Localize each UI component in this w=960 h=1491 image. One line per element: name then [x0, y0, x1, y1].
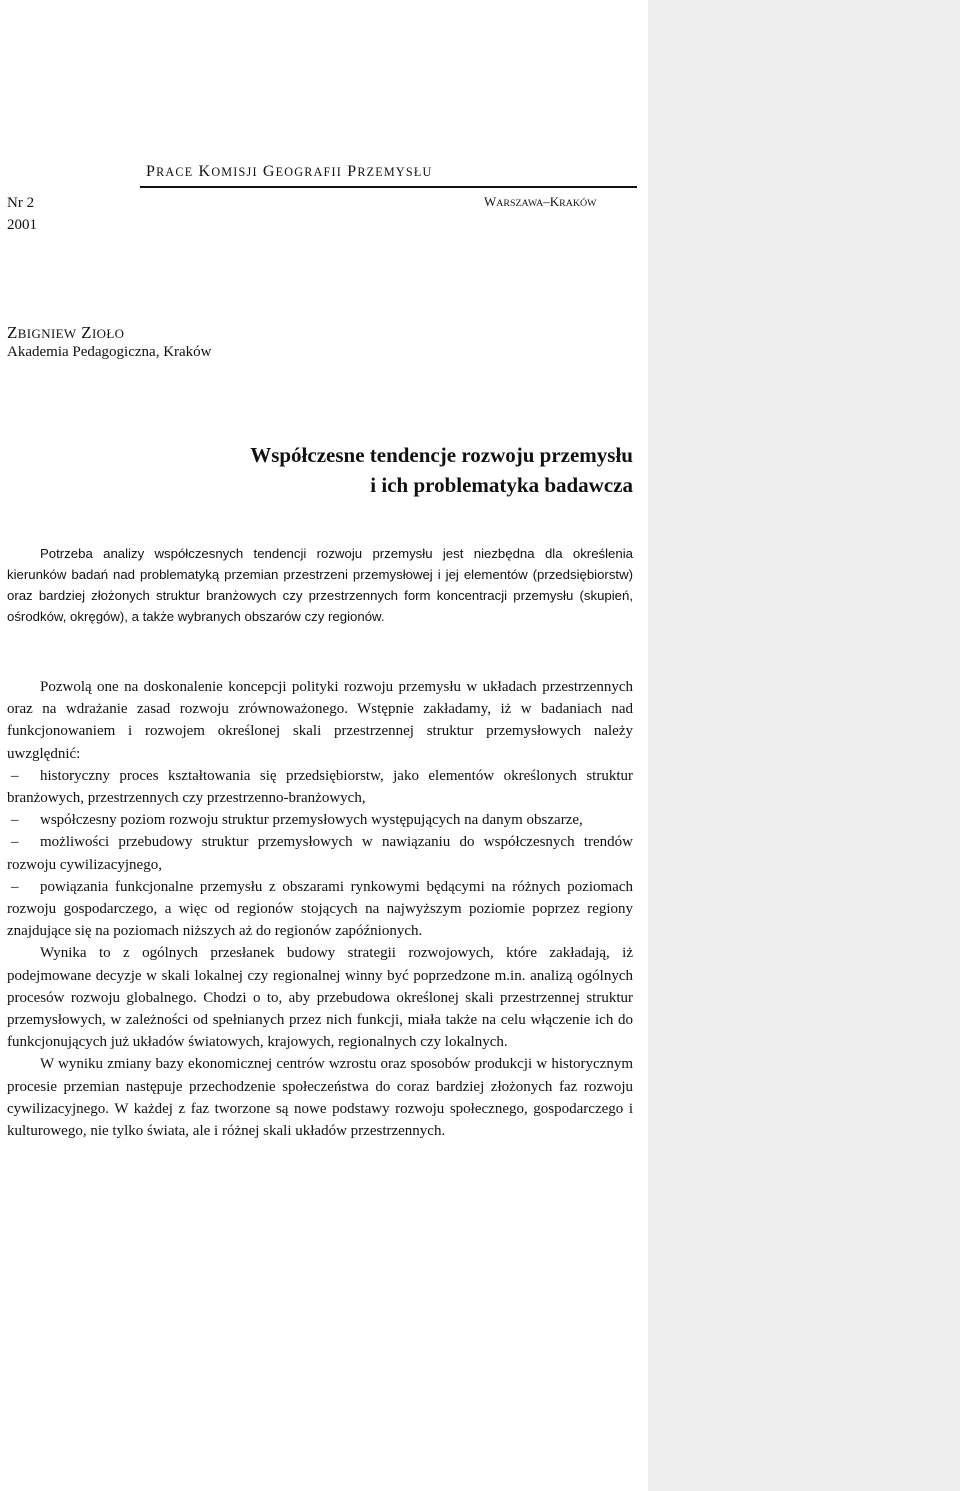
- list-dash: –: [11, 767, 19, 784]
- body-paragraph-2: Wynika to z ogólnych przesłanek budowy strategii rozwojowych, które zakładają, iż podejmowane decyzje w skali lokalnej czy regionalnej winny być poprzedzone m.in. analizą ogólnych procesów rozwoju globalnego. Chodzi o to, aby przebudowa określonej skali przestrzennej struktur przemysłowych, w zależności od spełnianych przez nich funkcji, miała także na celu włączenie ich do funkcjonujących już układów światowych, krajowych, regionalnych czy lokalnych.: [7, 945, 633, 1051]
- abstract-text: Potrzeba analizy współczesnych tendencji rozwoju przemysłu jest niezbędna dla określenia kierunków badań nad problematyką przemian przestrzeni przemysłowej i jej elementów (przedsiębiorstw) oraz bardziej złożonych struktur branżowych czy przestrzennych form koncentracji przemysłu (skupień, ośrodków, okręgów), a także wybranych obszarów czy regionów.: [7, 546, 633, 624]
- list-item-text: możliwości przebudowy struktur przemysłowych w nawiązaniu do współczesnych trendów rozwoju cywilizacyjnego,: [7, 834, 633, 873]
- list-item: [7, 876, 633, 943]
- article-body: [7, 676, 633, 1142]
- body-paragraph-1: Pozwolą one na doskonalenie koncepcji polityki rozwoju przemysłu w układach przestrzennych oraz na wdrażanie zasad rozwoju zrównoważonego. Wstępnie zakładamy, iż w badaniach nad funkcjonowaniem i rozwojem określonej skali przestrzennej struktur przemysłowych należy uwzględnić:: [7, 679, 633, 762]
- list-item-text: współczesny poziom rozwoju struktur przemysłowych występujących na danym obszarze,: [40, 812, 583, 829]
- list-item: [7, 765, 633, 809]
- list-item: [7, 809, 633, 831]
- article-title-line1: Współczesne tendencje rozwoju przemysłu: [250, 443, 633, 467]
- body-paragraph-3: W wyniku zmiany bazy ekonomicznej centrów wzrostu oraz sposobów produkcji w historycznym procesie przemian następuje przechodzenie społeczeństwa do coraz bardziej złożonych faz rozwoju cywilizacyjnego. W każdej z faz tworzone są nowe podstawy rozwoju społecznego, gospodarczego i kulturowego, nie tylko świata, ale i różnej skali układów przestrzennych.: [7, 1056, 633, 1140]
- header-rule: [140, 186, 637, 188]
- issue-number: Nr 2: [7, 195, 35, 211]
- author-name: ZBIGNIEW ZIOŁO: [7, 323, 125, 342]
- page-margin-band: [648, 0, 960, 1491]
- abstract: [7, 543, 633, 627]
- article-title-line2: i ich problematyka badawcza: [370, 473, 633, 497]
- journal-title: PRACE KOMISJI GEOGRAFII PRZEMYSŁU: [146, 163, 433, 180]
- list-dash: –: [11, 878, 19, 895]
- article-title: [100, 440, 633, 500]
- author-affiliation: Akademia Pedagogiczna, Kraków: [7, 344, 212, 360]
- list-item-text: powiązania funkcjonalne przemysłu z obszarami rynkowymi będącymi na różnych poziomach rozwoju gospodarczego, a więc od regionów stojących na najwyższym poziomie poprzez regiony znajdujące się na poziomach niższych aż do regionów zapóźnionych.: [7, 878, 633, 940]
- list-dash: –: [11, 812, 19, 829]
- issue-year: 2001: [7, 217, 37, 233]
- issue-info: [7, 192, 37, 236]
- list-item-text: historyczny proces kształtowania się przedsiębiorstw, jako elementów określonych struktur branżowych, przestrzennych czy przestrzenno-branżowych,: [7, 767, 633, 807]
- list-dash: –: [11, 834, 19, 851]
- publication-place: WARSZAWA–KRAKÓW: [484, 194, 597, 209]
- list-item: [7, 831, 633, 875]
